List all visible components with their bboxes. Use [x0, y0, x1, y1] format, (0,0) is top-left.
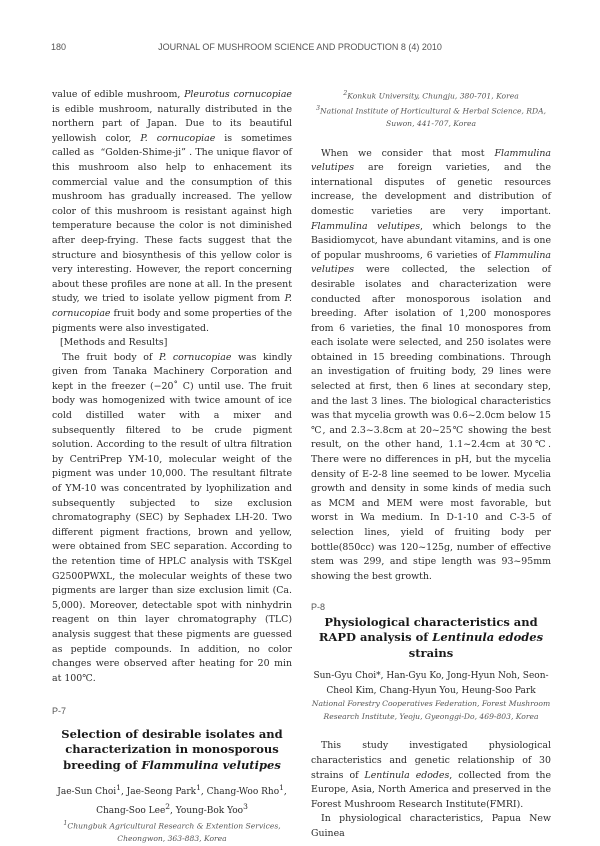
abstract-authors-p8: Sun-Gyu Choi*, Han-Gyu Ko, Jong-Hyun Noh, Seon-Cheol Kim, Chang-Hyun You, Heung-Soo Park [313, 671, 549, 696]
abstract-affiliation-p8: National Forestry Cooperatives Federation, Forest Mushroom Research Institute, Yeoju, Gyeonggi-Do, 469-803, Korea [311, 699, 551, 721]
abstract-title-p7: Selection of desirable isolates and characterization in monosporous breeding of Flammulina velutipes [61, 726, 283, 772]
running-header [0, 42, 600, 56]
methods-heading: [Methods and Results] [60, 337, 168, 349]
left-column [52, 88, 292, 846]
intro-paragraph: value of edible mushroom, Pleurotus cornucopiae is edible mushroom, naturally distributed in the northern part of Japan. Due to its beautiful yellowish color, P. cornucopiae is sometimes called as “Golden-Shime-ji” . The unique flavor of this mushroom also help to enhacement its commercial value and the consumption of this mushroom has gradually increased. The yellow color of this mushroom is resistant against high temperature because the color is not diminished after deep-frying. These facts suggest that the structure and biosynthesis of this yellow color is very interesting. However, the report concerning about these profiles are none at all. In the present study, we tried to isolate yellow pigment from P. cornucopiae fruit body and some properties of the pigments were also investigated. [52, 89, 292, 334]
methods-paragraph: The fruit body of P. cornucopiae was kindly given from Tanaka Machinery Corporation and kept in the freezer (−20˚ C) until use. The fruit body was homogenized with twice amount of ice cold distilled water with a mixer and subsequently filtered to be crude pigment solution. According to the result of ultra filtration by CentriPrep YM-10, molecular weight of the pigment was under 10,000. The resultant filtrate of YM-10 was concentrated by lyophilization and subsequently subjected to size exclusion chromatography (SEC) by Sephadex LH-20. Two different pigment fractions, brown and yellow, were obtained from SEC separation. According to the retention time of HPLC analysis with TSKgel G2500PWXL, the molecular weights of these two pigments are larger than size exclusion limit (Ca. 5,000). Moreover, detectable spot with ninhydrin reagent on thin layer chromatography (TLC) analysis suggest that these pigments are guessed as peptide compounds. In addition, no color changes were observed after heating for 20 min at 100℃. [52, 351, 292, 684]
affiliation-continued: $^2$Konkuk University, Chungju, 380-701, Korea $^3$National Institute of Horticultural & Herbal Science, RDA, Suwon, 441-707, Korea [316, 90, 546, 129]
p8-body-paragraph-2: In physiological characteristics, Papua New Guinea [311, 813, 551, 840]
p7-body-paragraph: When we consider that most Flammulina velutipes are foreign varieties, and the international disputes of genetic resources increase, the development and distribution of domestic varieties are very important. Flammulina velutipes, which belongs to the Basidiomycot, have abundant vitamins, and is one of popular mushrooms, 6 varieties of Flammulina velutipes were collected, the selection of desirable isolates and characterization were conducted after monosporous isolation and breeding. After isolation of 1,200 monospores from 6 varieties, the final 10 monospores from each isolate were selected, and 250 isolates were obtained in 15 breeding combinations. Through an investigation of fruiting body, 29 lines were selected at first, then 6 lines at secondary step, and the last 3 lines. The biological characteristics was that mycelia growth was 0.6~2.0cm below 15 ℃, and 2.3~3.8cm at 20~25℃ showing the best result, on the other hand, 1.1~2.4cm at 30℃. There were no differences in pH, but the mycelia density of E-2-8 line seemed to be lower. Mycelia growth and density in some kinds of media such as MCM and MEM were most favorable, but worst in Wa medium. In D-1-10 and C-3-5 of selection lines, yield of fruiting body per bottle(850cc) was 120~125g, number of effective stem was 299, and stipe length was 93~95mm showing the best growth. [311, 147, 551, 582]
abstract-affiliation-p7: $^1$Chungbuk Agricultural Research & Extention Services, Cheongwon, 363-883, Korea [63, 820, 281, 844]
abstract-label-p7: P-7 [52, 706, 67, 717]
abstract-title-p8: Physiological characteristics and RAPD analysis of Lentinula edodes strains [318, 614, 544, 660]
page-number: 180 [51, 42, 67, 52]
abstract-label-p8: P-8 [311, 602, 326, 613]
abstract-authors-p7: Jae-Sun Choi$^1$, Jae-Seong Park$^1$, Chang-Woo Rho$^1$, Chang-Soo Lee$^2$, Young-Bok Yoo$^3$ [57, 783, 287, 816]
p8-body-paragraph: This study investigated physiological characteristics and genetic relationship of 30 strains of Lentinula edodes, collected from the Europe, Asia, North America and preserved in the Forest Mushroom Research Institute(FMRI). [311, 740, 551, 810]
journal-title: JOURNAL OF MUSHROOM SCIENCE AND PRODUCTION 8 (4) 2010 [158, 42, 442, 52]
right-column [311, 88, 551, 842]
